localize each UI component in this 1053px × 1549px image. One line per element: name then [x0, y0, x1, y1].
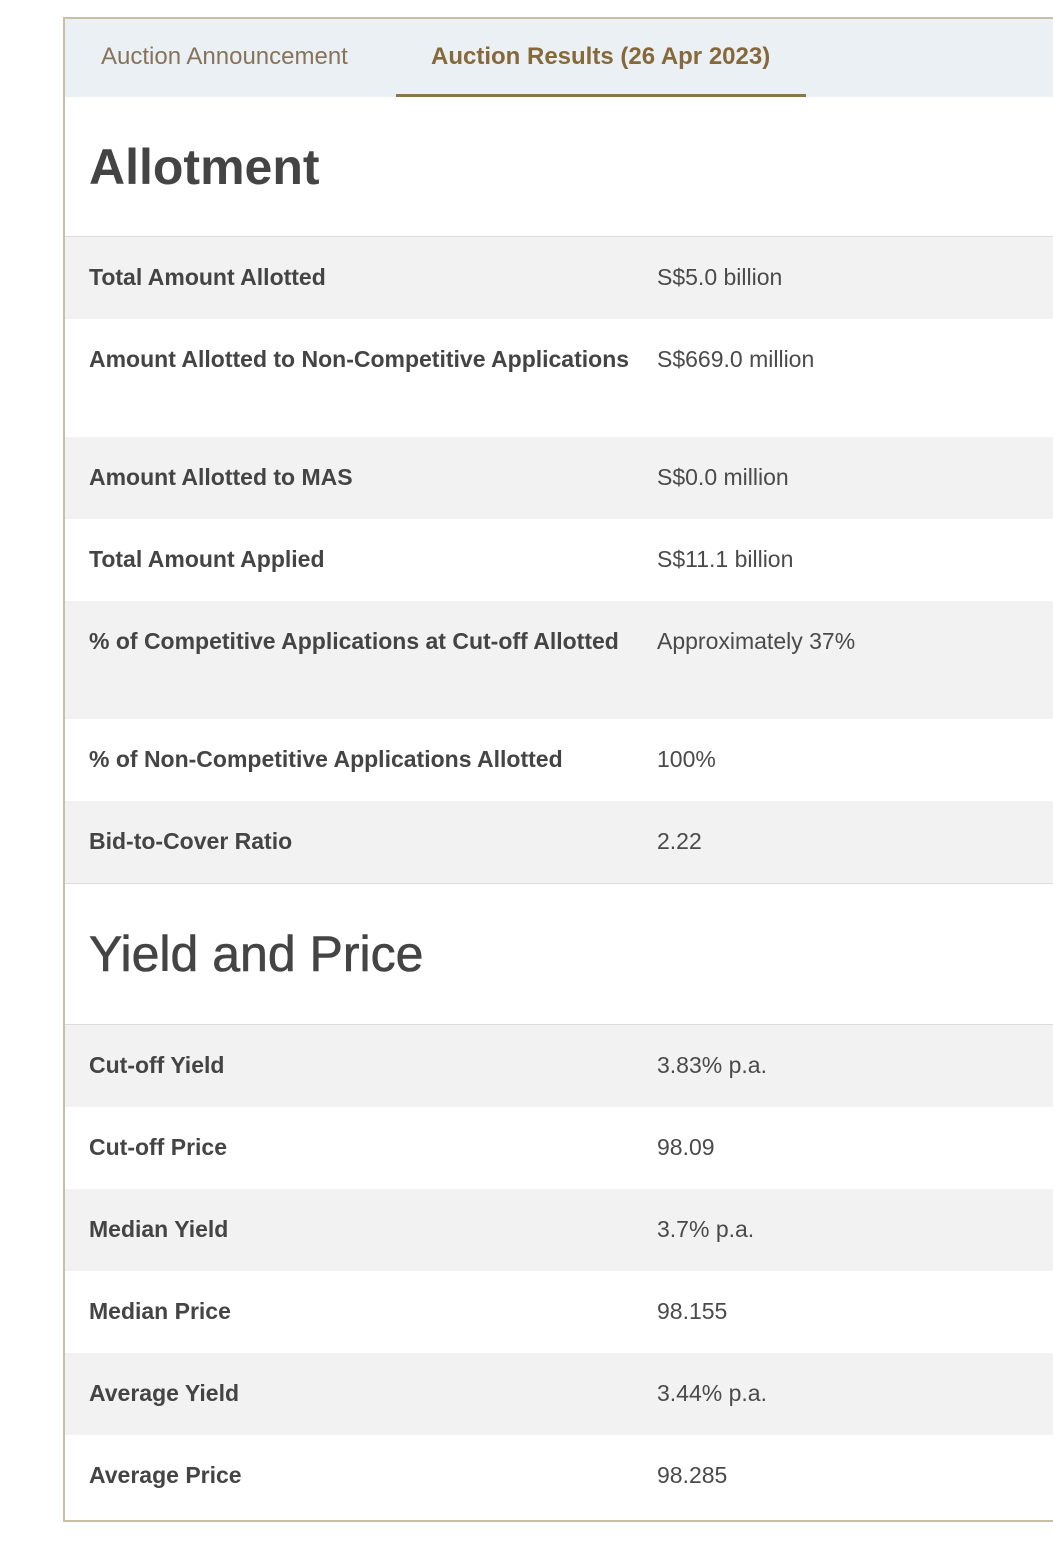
- row-label: Total Amount Allotted: [89, 264, 326, 290]
- table-row: [65, 801, 1053, 883]
- row-value: S$5.0 billion: [657, 264, 783, 290]
- table-row: [65, 1107, 1053, 1189]
- row-label: Median Yield: [89, 1216, 229, 1242]
- row-label: Cut-off Yield: [89, 1052, 225, 1078]
- tab-auction-announcement[interactable]: Auction Announcement: [101, 43, 348, 70]
- table-row: [65, 719, 1053, 801]
- row-label: % of Non-Competitive Applications Allotted: [89, 746, 563, 772]
- yield-and-price-heading: Yield and Price: [65, 884, 1053, 1025]
- row-label: Average Price: [89, 1462, 242, 1488]
- row-label: Cut-off Price: [89, 1134, 227, 1160]
- row-value: 98.285: [657, 1462, 728, 1488]
- table-row: [65, 1189, 1053, 1271]
- row-value: 98.155: [657, 1298, 728, 1324]
- table-row: [65, 437, 1053, 519]
- row-value: 2.22: [657, 828, 702, 854]
- row-value: 98.09: [657, 1134, 715, 1160]
- row-value: 3.7% p.a.: [657, 1216, 755, 1242]
- table-row: [65, 519, 1053, 601]
- allotment-table: [65, 237, 1053, 883]
- table-row: [65, 319, 1053, 437]
- table-row: [65, 1435, 1053, 1517]
- table-row: [65, 237, 1053, 319]
- table-row: [65, 1271, 1053, 1353]
- row-value: S$11.1 billion: [657, 546, 794, 572]
- auction-panel: [63, 17, 1053, 1522]
- row-label: Amount Allotted to MAS: [89, 464, 353, 490]
- table-row: [65, 1353, 1053, 1435]
- row-value: 3.83% p.a.: [657, 1052, 767, 1078]
- row-label: Average Yield: [89, 1380, 240, 1406]
- yield-and-price-table: [65, 1025, 1053, 1517]
- row-value: S$669.0 million: [657, 346, 815, 372]
- table-row: [65, 601, 1053, 719]
- row-value: 3.44% p.a.: [657, 1380, 767, 1406]
- tab-bar: [65, 19, 1053, 97]
- allotment-heading: Allotment: [65, 97, 1053, 237]
- row-value: Approximately 37%: [657, 628, 856, 654]
- row-value: S$0.0 million: [657, 464, 789, 490]
- row-label: Amount Allotted to Non-Competitive Applications: [89, 346, 630, 372]
- row-label: Bid-to-Cover Ratio: [89, 828, 293, 854]
- row-label: Median Price: [89, 1298, 231, 1324]
- row-label: % of Competitive Applications at Cut-off Allotted: [89, 628, 619, 654]
- row-label: Total Amount Applied: [89, 546, 325, 572]
- table-row: [65, 1025, 1053, 1107]
- tab-auction-results[interactable]: Auction Results (26 Apr 2023): [396, 19, 806, 97]
- row-value: 100%: [657, 746, 716, 772]
